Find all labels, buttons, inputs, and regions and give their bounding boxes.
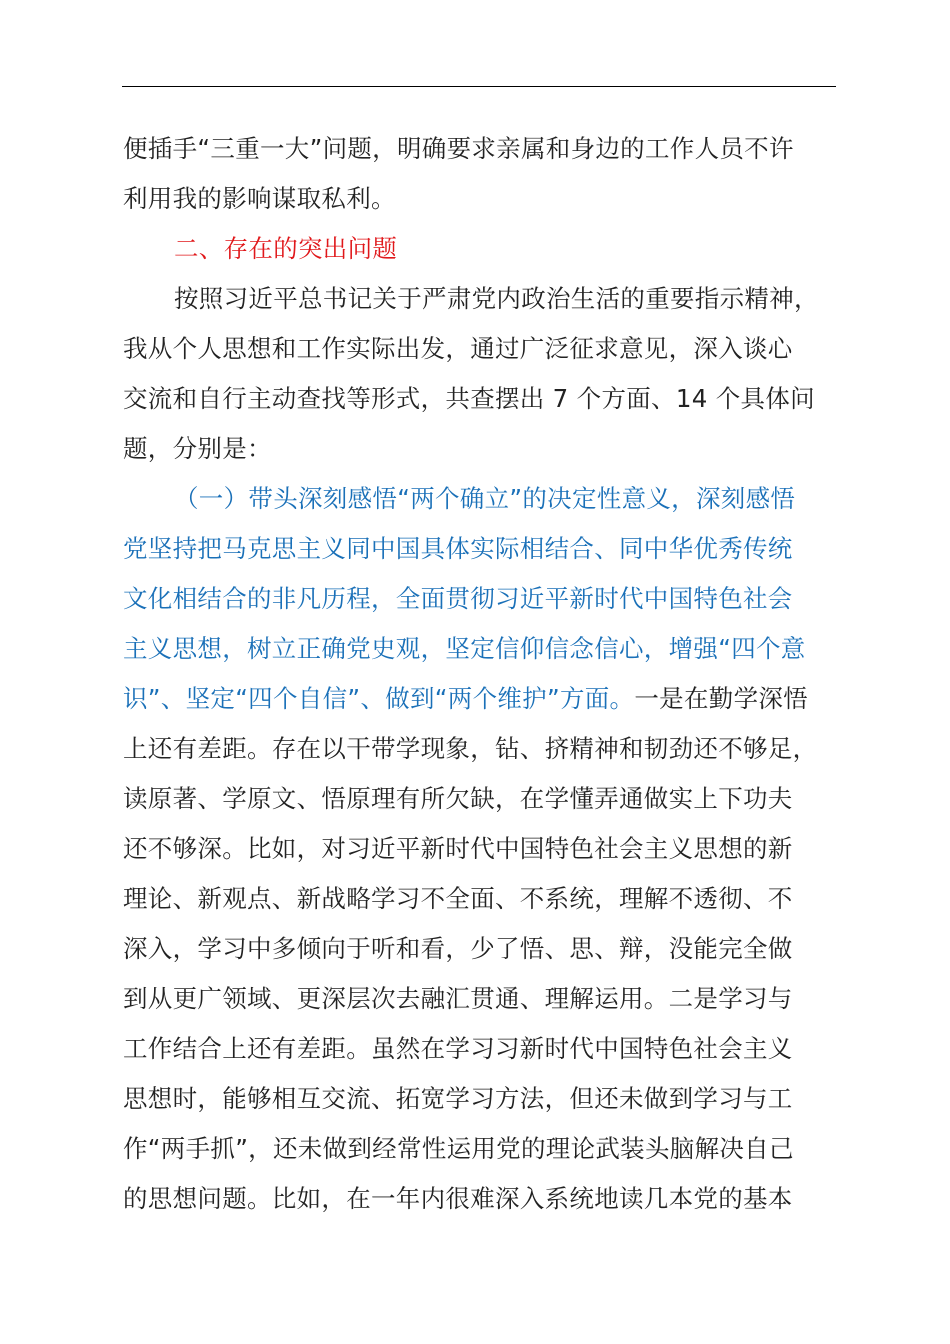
text-segment: 到从更广领域、更深层次去融汇贯通、理解运用。二是学习与 (123, 984, 793, 1013)
section-heading-text: 二、存在的突出问题 (174, 234, 398, 263)
text-line (123, 734, 817, 764)
text-line (123, 134, 794, 164)
text-segment: 工作结合上还有差距。虽然在学习习新时代中国特色社会主义 (123, 1034, 793, 1063)
text-segment: 我从个人思想和工作实际出发，通过广泛征求意见，深入谈心 (123, 334, 793, 363)
text-segment: 题，分别是： (123, 434, 272, 463)
text-line (123, 384, 815, 414)
text-line (123, 784, 793, 814)
text-line (123, 1084, 793, 1114)
text-segment: 深入，学习中多倾向于听和看，少了悟、思、辩，没能完全做 (123, 934, 793, 963)
text-segment: 便插手“三重一大”问题，明确要求亲属和身边的工作人员不许 (123, 134, 794, 163)
text-segment: 还不够深。比如，对习近平新时代中国特色社会主义思想的新 (123, 834, 793, 863)
subsection-heading-text: 党坚持把马克思主义同中国具体实际相结合、同中华优秀传统 (123, 534, 793, 563)
text-segment: 交流和自行主动查找等形式，共查摆出 7 个方面、14 个具体问 (123, 384, 815, 413)
text-line (123, 934, 793, 964)
subsection-heading-text: 主义思想，树立正确党史观，坚定信仰信念信心，增强“四个意 (123, 634, 806, 663)
subsection-heading-text: （一）带头深刻感悟“两个确立”的决定性意义，深刻感悟 (174, 484, 796, 513)
text-line (123, 684, 808, 714)
text-segment: 作“两手抓”，还未做到经常性运用党的理论武装头脑解决自己 (123, 1134, 794, 1163)
text-line (123, 1134, 794, 1164)
text-line (123, 834, 793, 864)
subsection-heading-line (123, 634, 806, 664)
subsection-heading-text: 识”、坚定“四个自信”、做到“两个维护”方面。 (123, 684, 635, 713)
text-line (123, 984, 793, 1014)
text-segment: 上还有差距。存在以干带学现象，钻、挤精神和韧劲还不够足， (123, 734, 818, 763)
subsection-heading-text: 文化相结合的非凡历程，全面贯彻习近平新时代中国特色社会 (123, 584, 793, 613)
subsection-heading-line (123, 534, 793, 564)
header-rule (122, 86, 836, 87)
text-segment: 一是在勤学深悟 (634, 684, 808, 713)
text-line (123, 1184, 793, 1214)
text-segment: 利用我的影响谋取私利。 (123, 184, 396, 213)
text-segment: 的思想问题。比如，在一年内很难深入系统地读几本党的基本 (123, 1184, 793, 1213)
subsection-heading-line (174, 484, 795, 514)
text-segment: 读原著、学原文、悟原理有所欠缺，在学懂弄通做实上下功夫 (123, 784, 793, 813)
text-line (123, 434, 272, 464)
text-line (123, 184, 396, 214)
paragraph-first-line (174, 284, 819, 314)
text-segment: 按照习近平总书记关于严肃党内政治生活的重要指示精神， (174, 284, 819, 313)
text-line (123, 884, 793, 914)
text-line (123, 1034, 793, 1064)
text-segment: 理论、新观点、新战略学习不全面、不系统，理解不透彻、不 (123, 884, 793, 913)
text-line (123, 334, 793, 364)
subsection-heading-line (123, 584, 793, 614)
text-segment: 思想时，能够相互交流、拓宽学习方法，但还未做到学习与工 (123, 1084, 793, 1113)
section-heading (174, 234, 397, 264)
